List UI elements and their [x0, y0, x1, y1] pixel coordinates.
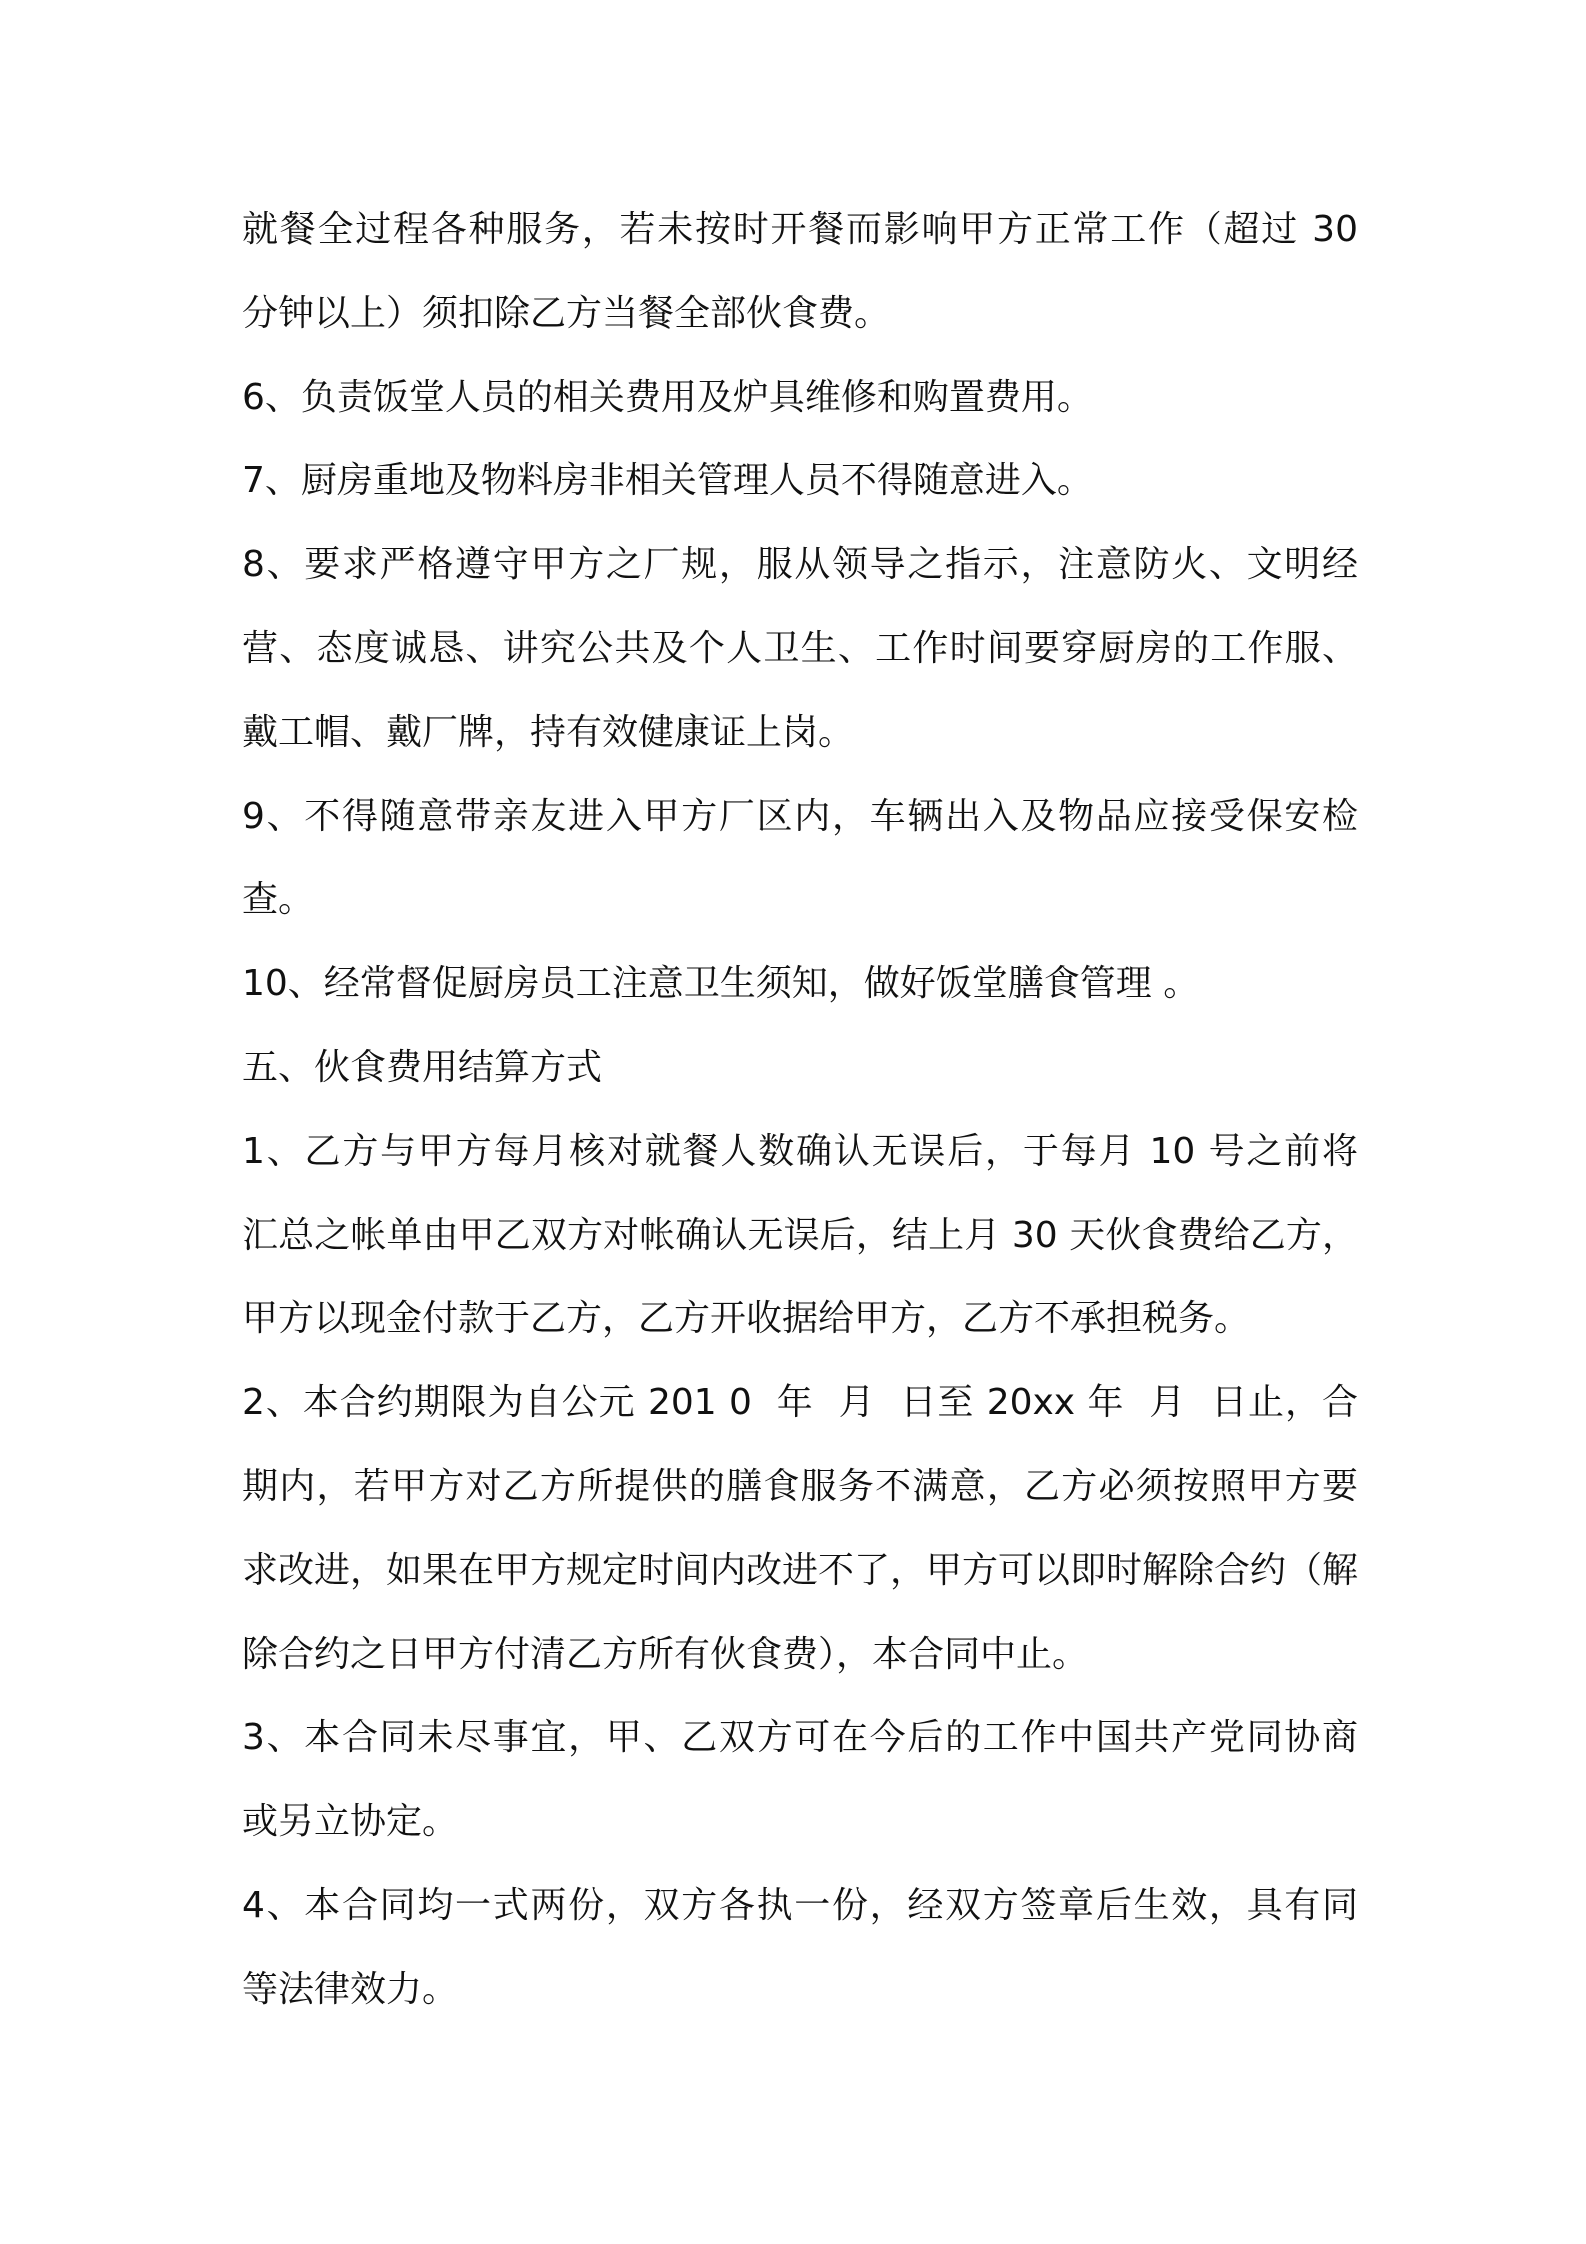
- text-line: 查。: [242, 879, 315, 921]
- text-line: 等法律效力。: [242, 1968, 459, 2010]
- paragraph: [242, 1696, 1358, 1864]
- paragraph: [242, 942, 1358, 1026]
- paragraph: [242, 1361, 1358, 1696]
- paragraph: [242, 1110, 1358, 1361]
- text-line: 期内，若甲方对乙方所提供的膳食服务不满意，乙方必须按照甲方要: [242, 1465, 1358, 1507]
- text-line: 就餐全过程各种服务，若未按时开餐而影响甲方正常工作（超过 30: [242, 209, 1358, 250]
- section-heading-text: 五、伙食费用结算方式: [242, 1046, 603, 1088]
- text-line: 6、负责饭堂人员的相关费用及炉具维修和购置费用。: [242, 376, 1093, 418]
- text-line: 3、本合同未尽事宜，甲、乙双方可在今后的工作中国共产党同协商: [242, 1717, 1358, 1759]
- text-line: 分钟以上）须扣除乙方当餐全部伙食费。: [242, 292, 891, 334]
- document-body: [242, 188, 1358, 2032]
- text-line: 甲方以现金付款于乙方，乙方开收据给甲方，乙方不承担税务。: [242, 1298, 1251, 1340]
- text-line: 7、厨房重地及物料房非相关管理人员不得随意进入。: [242, 460, 1093, 502]
- text-line: 求改进，如果在甲方规定时间内改进不了，甲方可以即时解除合约（解: [242, 1549, 1358, 1591]
- paragraph: [242, 356, 1358, 440]
- text-line: 营、态度诚恳、讲究公共及个人卫生、工作时间要穿厨房的工作服、: [242, 627, 1358, 669]
- text-line: 9、不得随意带亲友进入甲方厂区内，车辆出入及物品应接受保安检: [242, 795, 1358, 837]
- text-line: 2、本合约期限为自公元 201 0 年 月 日至 20xx 年 月 日止，合: [242, 1382, 1358, 1424]
- paragraph: [242, 523, 1358, 774]
- paragraph: [242, 439, 1358, 523]
- text-line: 除合约之日甲方付清乙方所有伙食费），本合同中止。: [242, 1633, 1089, 1675]
- paragraph: [242, 188, 1358, 356]
- text-line: 8、要求严格遵守甲方之厂规，服从领导之指示，注意防火、文明经: [242, 544, 1358, 586]
- text-line: 汇总之帐单由甲乙双方对帐确认无误后，结上月 30 天伙食费给乙方，: [242, 1214, 1358, 1256]
- text-line: 或另立协定。: [242, 1801, 459, 1843]
- paragraph: [242, 1864, 1358, 2032]
- text-line: 10、经常督促厨房员工注意卫生须知，做好饭堂膳食管理 。: [242, 963, 1200, 1005]
- text-line: 1、乙方与甲方每月核对就餐人数确认无误后，于每月 10 号之前将: [242, 1130, 1358, 1172]
- paragraph: [242, 775, 1358, 943]
- text-line: 戴工帽、戴厂牌，持有效健康证上岗。: [242, 711, 855, 753]
- text-line: 4、本合同均一式两份，双方各执一份，经双方签章后生效，具有同: [242, 1884, 1358, 1926]
- section-heading: [242, 1026, 1358, 1110]
